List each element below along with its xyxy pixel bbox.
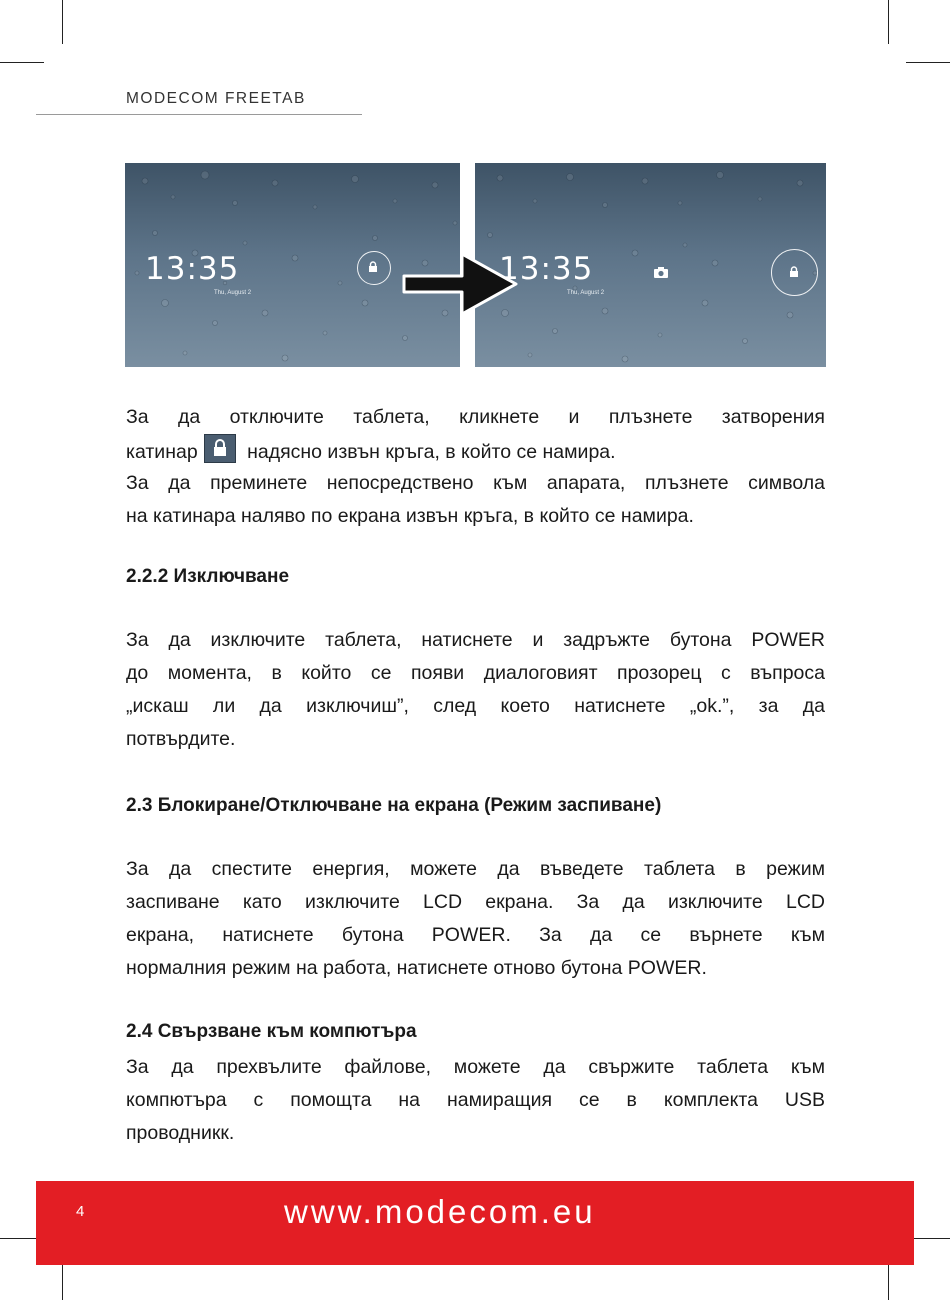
clock-date: Thu, August 2 (567, 290, 605, 296)
text-line: За да отключите таблета, кликнете и плъзнете затворения (126, 406, 825, 428)
lockscreen-screenshot-right (475, 163, 826, 367)
computer-connection-instructions (126, 1051, 825, 1150)
camera-icon (654, 267, 668, 278)
text-line: За да спестите енергия, можете да въведете таблета в режим (126, 858, 825, 880)
section-heading: 2.2.2 Изключване (126, 566, 290, 587)
header-title: MODECOM FREETAB (126, 90, 306, 107)
footer-bar (36, 1181, 914, 1265)
crop-mark (62, 0, 63, 44)
swipe-arrow-icon (400, 248, 524, 320)
lock-icon (788, 266, 800, 278)
text-line: нормалния режим на работа, натиснете отново бутона POWER. (126, 957, 707, 979)
website-link[interactable]: www.modecom.eu (284, 1193, 596, 1230)
text-line: заспиване като изключите LCD екрана. За да изключите LCD (126, 891, 825, 913)
text-fragment: надясно извън кръга, в който се намира. (247, 441, 616, 463)
text-line: до момента, в който се появи диалоговият прозорец с въпроса (126, 662, 825, 684)
shutdown-instructions (126, 624, 825, 756)
text-line: За да преминете непосредствено към апарата, плъзнете символа (126, 472, 825, 494)
section-heading: 2.3 Блокиране/Отключване на екрана (Режим заспиване) (126, 795, 662, 816)
page-number: 4 (76, 1203, 85, 1220)
clock-date: Thu, August 2 (214, 290, 252, 296)
text-fragment: катинар (126, 441, 198, 463)
section-heading: 2.4 Свързване към компютъра (126, 1021, 417, 1042)
text-line: компютъра с помощта на намиращия се в комплекта USB (126, 1089, 825, 1111)
crop-mark (906, 62, 950, 63)
lock-icon (204, 434, 236, 463)
crop-mark (888, 0, 889, 44)
text-line: „искаш ли да изключиш”, след което натиснете „ok.”, за да (126, 695, 825, 717)
lock-icon (367, 261, 379, 273)
unlock-instructions (126, 401, 825, 533)
text-line: За да изключите таблета, натиснете и задръжте бутона POWER (126, 629, 825, 651)
text-line: проводникк. (126, 1122, 235, 1144)
text-line: екрана, натиснете бутона POWER. За да се върнете към (126, 924, 825, 946)
sleep-mode-instructions (126, 853, 825, 985)
text-line: За да прехвълите файлове, можете да свържите таблета към (126, 1056, 825, 1078)
text-line: на катинара наляво по екрана извън кръга, в който се намира. (126, 505, 694, 527)
clock-time: 13:35 (145, 251, 240, 287)
clock-time: 13:35 (499, 251, 594, 287)
crop-mark (0, 62, 44, 63)
text-line (126, 434, 825, 467)
header-rule (36, 114, 362, 115)
text-line: потвърдите. (126, 728, 236, 750)
